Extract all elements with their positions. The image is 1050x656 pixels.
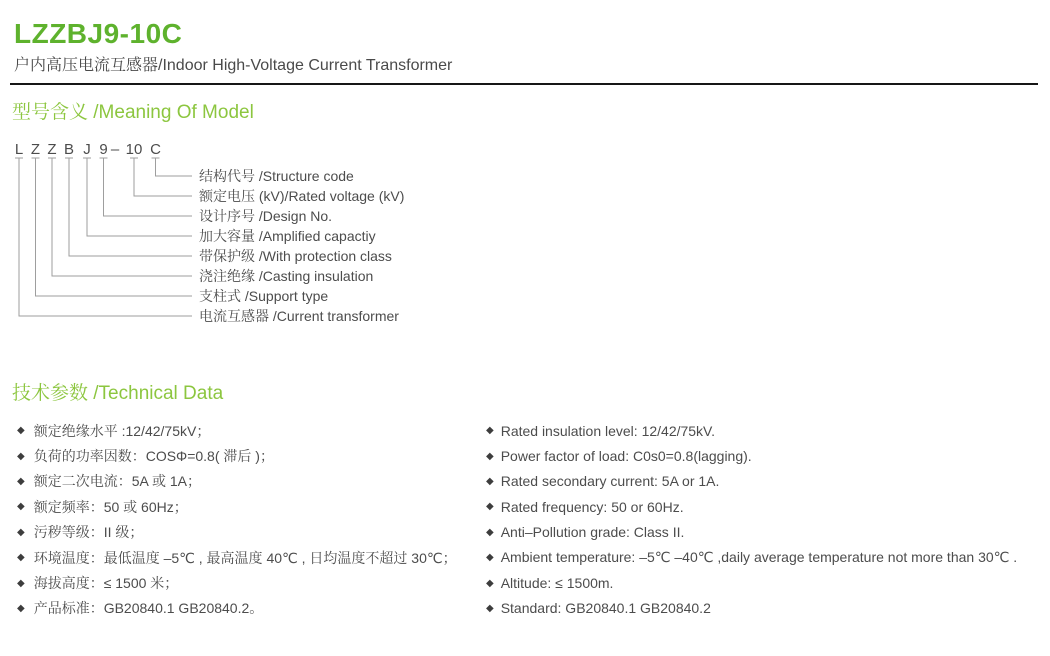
tech-item-text: Ambient temperature: –5℃ –40℃ ,daily average temperature not more than 30℃ . [500, 549, 1018, 566]
tech-item-text: Power factor of load: C0s0=0.8(lagging). [500, 448, 752, 465]
tech-item-text: Rated insulation level: 12/42/75kV. [500, 422, 716, 439]
code-char-Z1: Z [30, 141, 41, 158]
section-heading-model-meaning: 型号含义 /Meaning Of Model [12, 102, 254, 123]
code-char-L: L [14, 141, 24, 158]
diamond-bullet-icon: ◆ [17, 450, 25, 462]
code-char-9: 9 [99, 141, 108, 158]
diamond-bullet-icon: ◆ [486, 552, 494, 564]
connector-line-10 [130, 158, 192, 196]
tech-item-cn [17, 494, 479, 519]
code-label-insulation: 浇注绝缘 /Casting insulation [199, 268, 374, 284]
tech-item-en [486, 418, 1046, 443]
tech-item-text: Standard: GB20840.1 GB20840.2 [500, 600, 711, 617]
connector-line-Z1 [32, 158, 193, 296]
code-char-dash: – [110, 141, 120, 158]
diamond-bullet-icon: ◆ [17, 526, 25, 538]
code-char-10: 10 [125, 141, 143, 158]
page-subtitle: 户内高压电流互感器/Indoor High-Voltage Current Transformer [14, 57, 453, 74]
connector-line-C [152, 158, 193, 176]
diamond-bullet-icon: ◆ [486, 475, 494, 487]
diamond-bullet-icon: ◆ [17, 602, 25, 614]
diamond-bullet-icon: ◆ [486, 450, 494, 462]
diamond-bullet-icon: ◆ [486, 602, 494, 614]
section-heading-technical-data: 技术参数 /Technical Data [12, 383, 224, 404]
code-char-C: C [150, 141, 161, 158]
code-label-design-no: 设计序号 /Design No. [199, 208, 333, 224]
tech-item-text: 海拔高度：≤ 1500 米； [33, 575, 179, 592]
tech-item-text: Altitude: ≤ 1500m. [500, 575, 614, 592]
tech-item-text: 产品标准：GB20840.1 GB20840.2。 [33, 600, 264, 617]
code-label-structure: 结构代号 /Structure code [199, 168, 354, 184]
tech-item-cn [17, 418, 479, 443]
tech-item-cn [17, 443, 479, 468]
tech-item-text: 额定绝缘水平 :12/42/75kV； [33, 422, 211, 439]
tech-item-en [486, 596, 1046, 621]
page-title: LZZBJ9-10C [14, 18, 183, 49]
tech-item-text: 负荷的功率因数：COSΦ=0.8( 滞后 )； [33, 448, 274, 465]
diamond-bullet-icon: ◆ [486, 577, 494, 589]
tech-item-cn [17, 469, 479, 494]
code-label-transformer: 电流互感器 /Current transformer [199, 308, 399, 324]
header-divider [10, 83, 1038, 85]
diamond-bullet-icon: ◆ [486, 526, 494, 538]
connector-line-J [83, 158, 192, 236]
tech-list-english [486, 418, 1046, 621]
tech-item-text: Rated frequency: 50 or 60Hz. [500, 498, 684, 515]
tech-item-cn [17, 545, 479, 570]
tech-item-text: 额定二次电流：5A 或 1A； [33, 473, 201, 490]
tech-item-text: 额定频率：50 或 60Hz； [33, 498, 188, 515]
code-label-protection: 带保护级 /With protection class [199, 248, 392, 264]
diamond-bullet-icon: ◆ [17, 501, 25, 513]
code-char-Z2: Z [47, 141, 57, 158]
diamond-bullet-icon: ◆ [486, 501, 494, 513]
connector-line-B [65, 158, 192, 256]
tech-item-cn [17, 520, 479, 545]
tech-item-cn [17, 596, 479, 621]
tech-list-chinese [17, 418, 479, 621]
tech-item-text: Rated secondary current: 5A or 1A. [500, 473, 720, 490]
diamond-bullet-icon: ◆ [17, 577, 25, 589]
code-char-B: B [63, 141, 75, 158]
code-char-J: J [83, 141, 91, 158]
connector-line-9 [100, 158, 193, 216]
tech-item-en [486, 520, 1046, 545]
tech-item-text: 污秽等级：II 级； [33, 524, 144, 541]
tech-item-text: 环境温度：最低温度 –5℃ , 最高温度 40℃ , 日均温度不超过 30℃； [33, 549, 457, 566]
code-label-capacity: 加大容量 /Amplified capactiy [199, 228, 376, 244]
code-label-voltage: 额定电压 (kV)/Rated voltage (kV) [199, 188, 405, 204]
diamond-bullet-icon: ◆ [17, 552, 25, 564]
tech-item-text: Anti–Pollution grade: Class II. [500, 524, 685, 541]
tech-item-en [486, 570, 1046, 595]
tech-item-en [486, 469, 1046, 494]
diamond-bullet-icon: ◆ [17, 475, 25, 487]
tech-item-cn [17, 570, 479, 595]
model-code-diagram [0, 138, 660, 338]
code-label-support: 支柱式 /Support type [199, 288, 329, 304]
tech-item-en [486, 443, 1046, 468]
diamond-bullet-icon: ◆ [486, 425, 494, 437]
diamond-bullet-icon: ◆ [17, 425, 25, 437]
tech-item-en [486, 494, 1046, 519]
tech-item-en [486, 545, 1046, 570]
